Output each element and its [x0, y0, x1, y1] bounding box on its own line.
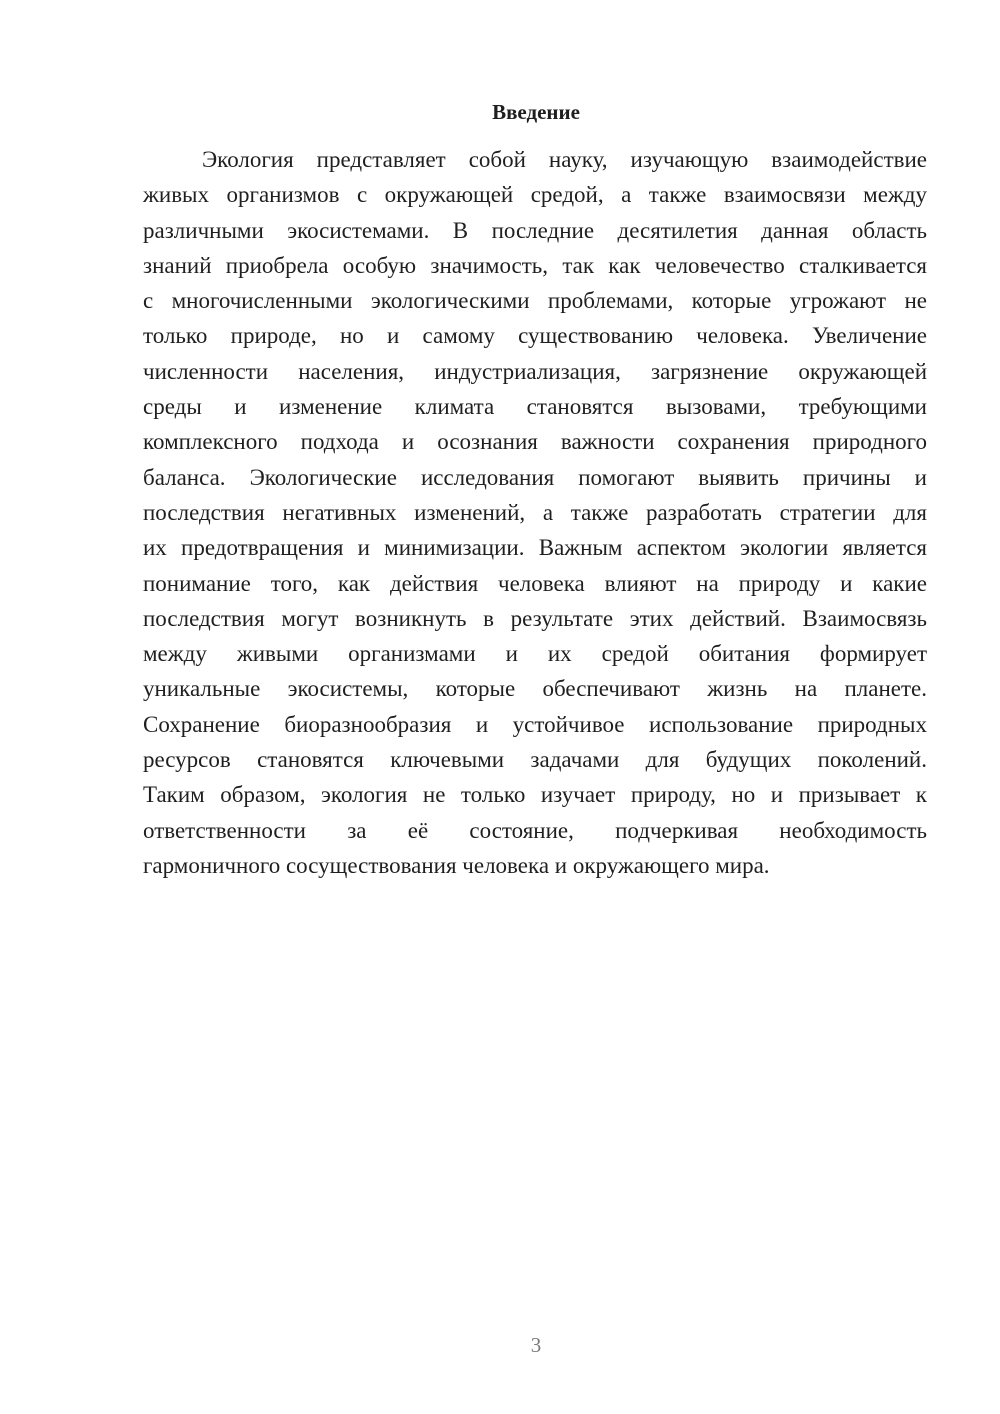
paragraph-line: их предотвращения и минимизации. Важным аспектом экологии является	[143, 535, 927, 561]
paragraph-line: только природе, но и самому существованию человека. Увеличение	[143, 323, 927, 349]
paragraph-line: численности населения, индустриализация, загрязнение окружающей	[143, 358, 927, 384]
section-heading: Введение	[492, 100, 580, 124]
paragraph-line: гармоничного сосуществования человека и окружающего мира.	[143, 852, 770, 878]
body-paragraph	[143, 142, 927, 883]
paragraph-line: понимание того, как действия человека влияют на природу и какие	[143, 570, 927, 596]
paragraph-line: с многочисленными экологическими проблемами, которые угрожают не	[143, 288, 927, 314]
paragraph-line: знаний приобрела особую значимость, так как человечество сталкивается	[143, 252, 927, 278]
paragraph-line: различными экосистемами. В последние десятилетия данная область	[143, 217, 927, 243]
page-number: 3	[530, 1333, 542, 1357]
paragraph-line: уникальные экосистемы, которые обеспечивают жизнь на планете.	[143, 676, 927, 702]
paragraph-line: среды и изменение климата становятся вызовами, требующими	[143, 394, 927, 420]
paragraph-line: последствия могут возникнуть в результате этих действий. Взаимосвязь	[143, 605, 927, 631]
paragraph-line: баланса. Экологические исследования помогают выявить причины и	[143, 464, 927, 490]
paragraph-line: Экология представляет собой науку, изучающую взаимодействие	[202, 147, 927, 172]
paragraph-line: ресурсов становятся ключевыми задачами для будущих поколений.	[143, 747, 927, 773]
paragraph-line: последствия негативных изменений, а также разработать стратегии для	[143, 499, 927, 525]
paragraph-line: ответственности за её состояние, подчеркивая необходимость	[143, 817, 927, 843]
paragraph-line: комплексного подхода и осознания важности сохранения природного	[143, 429, 927, 455]
paragraph-line: Сохранение биоразнообразия и устойчивое использование природных	[143, 711, 927, 737]
paragraph-line: живых организмов с окружающей средой, а также взаимосвязи между	[143, 182, 927, 208]
paragraph-line: Таким образом, экология не только изучает природу, но и призывает к	[143, 782, 927, 808]
paragraph-line: между живыми организмами и их средой обитания формирует	[143, 641, 927, 667]
